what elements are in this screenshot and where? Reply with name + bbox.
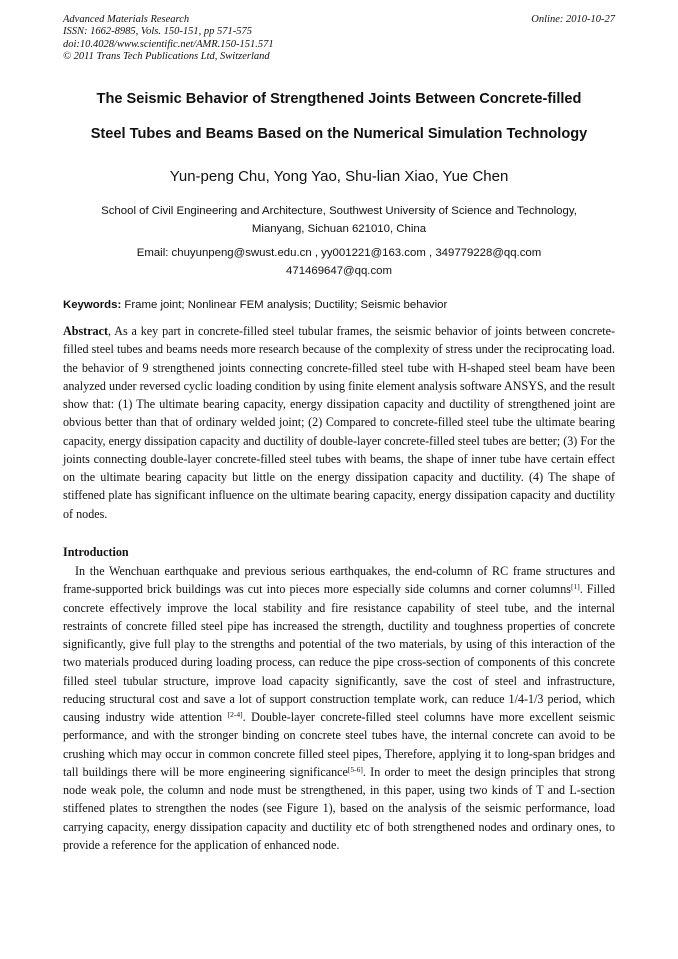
- affiliation-line-2: Mianyang, Sichuan 621010, China: [251, 223, 427, 235]
- introduction-paragraph: [63, 562, 615, 854]
- citation-ref-1: [1]: [570, 582, 580, 592]
- copyright-line: © 2011 Trans Tech Publications Ltd, Switzerland: [63, 51, 270, 63]
- doi-line: doi:10.4028/www.scientific.net/AMR.150-151.571: [63, 38, 274, 50]
- paper-title-line-2: Steel Tubes and Beams Based on the Numerical Simulation Technology: [90, 126, 588, 142]
- issn-line: ISSN: 1662-8985, Vols. 150-151, pp 571-575: [63, 26, 252, 38]
- keywords-text: Frame joint; Nonlinear FEM analysis; Ductility; Seismic behavior: [124, 299, 448, 311]
- email-line-2: 471469647@qq.com: [286, 265, 392, 277]
- citation-ref-5-6: [5-6]: [347, 764, 363, 774]
- paper-title-line-1: The Seismic Behavior of Strengthened Joints Between Concrete-filled: [96, 91, 582, 107]
- intro-text-1: In the Wenchuan earthquake and previous serious earthquakes, the end-column of RC frame structures and frame-supported brick buildings was cut into pieces more especially side columns and corner columns: [63, 564, 615, 597]
- journal-header: [63, 14, 615, 64]
- citation-ref-2-4: [2-4]: [227, 710, 243, 719]
- intro-text-2: . Filled concrete effectively improve the local stability and fire resistance capability of steel tube, and the internal restraints of concrete filled steel pipe has increased the strength, ductility and toughness properties of concrete significantly, give full play to the strengths and potential of the two materials, by using of this interaction of the two materials produced during loading process, can reduce the pipe cross-section of components of this concrete filled steel tubular structure, improve load capacity significantly, save the cost of steel and infrastructure, reducing structural cost and save a lot of support construction template work, can reduce 1/4-1/3 period, which causing industry wide attention: [63, 582, 615, 724]
- introduction-heading: Introduction: [63, 545, 129, 559]
- abstract: [63, 322, 615, 523]
- email-line-1: Email: chuyunpeng@swust.edu.cn , yy001221@163.com , 349779228@qq.com: [136, 247, 542, 259]
- keywords-label: Keywords:: [63, 299, 122, 311]
- keywords: [63, 298, 615, 312]
- affiliation-line-1: School of Civil Engineering and Architecture, Southwest University of Science and Technology,: [101, 205, 577, 217]
- intro-text-3: . Double-layer concrete-filled steel columns have more excellent seismic performance, and with the stronger binding on concrete steel tubes have, the internal concrete can avoid to be crushing which may occur in common concrete filled steel pipes, Therefore, applying it to long-span bridges and tall buildings there will be more engineering significance: [63, 710, 615, 779]
- journal-name: Advanced Materials Research: [63, 14, 190, 25]
- author-list: Yun-peng Chu, Yong Yao, Shu-lian Xiao, Yue Chen: [169, 168, 509, 185]
- abstract-text: , As a key part in concrete-filled steel tubular frames, the seismic behavior of joints between concrete-filled steel tubes and beams needs more research because of the complexity of stress under the reciprocating load. the behavior of 9 strengthened joints connecting concrete-filled steel tube with H-shaped steel beam have been analyzed under reversed cyclic loading condition by using finite element analysis software ANSYS, and the result show that: (1) The ultimate bearing capacity, energy dissipation capacity and ductility of strengthened joint are obvious better than that of ordinary welded joint; (2) Compared to concrete-filled steel tube the ultimate bearing capacity, energy dissipation capacity and ductility of double-layer concrete-filled steel tubes are better; (3) For the joints connecting double-layer concrete-filled steel tubes with beams, the shape of inner tube have certain effect on the ultimate bearing capacity but little on the energy dissipation capacity and ductility. (4) The shape of stiffened plate has significant influence on the ultimate bearing capacity, energy dissipation capacity and ductility of nodes.: [63, 324, 615, 521]
- online-date: Online: 2010-10-27: [531, 14, 615, 25]
- intro-text-4: . In order to meet the design principles that strong node weak pole, the column and node must be strengthened, in this paper, using two kinds of T and L-section stiffened plates to strengthen the nodes (see Figure 1), based on the analysis of the seismic performance, load carrying capacity, energy dissipation capacity and ductility etc of both strengthened nodes and ordinary ones, to provide a reference for the application of enhanced node.: [63, 764, 615, 852]
- abstract-label: Abstract: [63, 324, 109, 338]
